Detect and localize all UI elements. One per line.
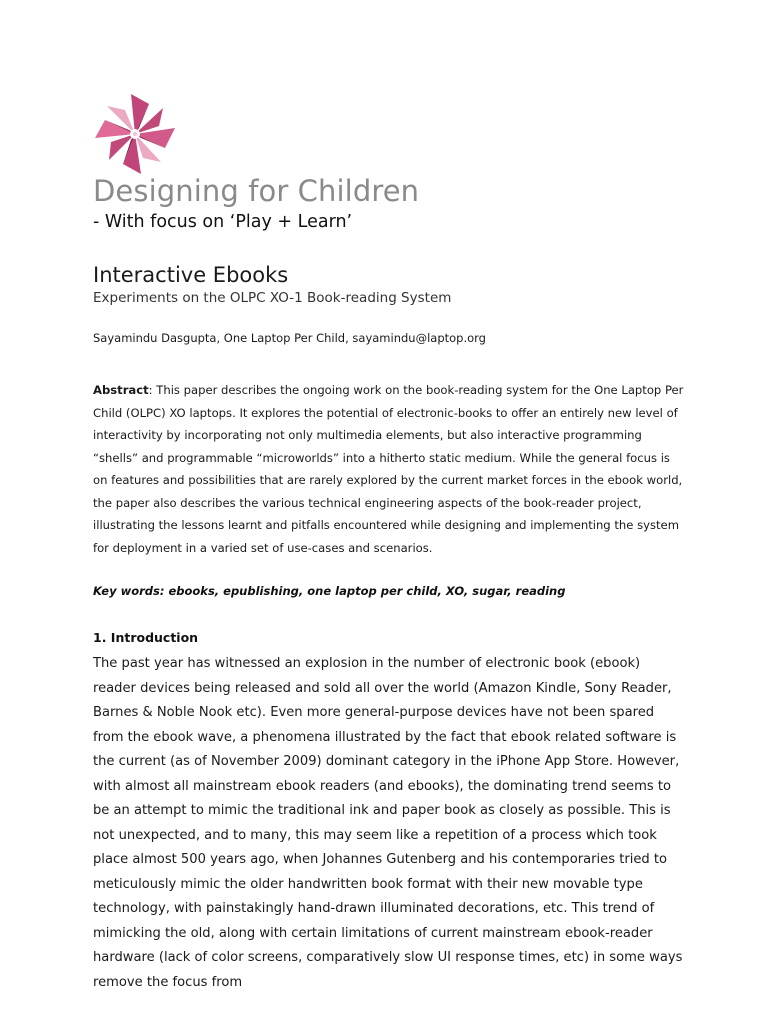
abstract-label: Abstract: [93, 383, 149, 397]
introduction-body: The past year has witnessed an explosion in the number of electronic book (ebook) reader devices being released and sold all over the world (Amazon Kindle, Sony Reader, Barnes & Noble Nook etc). Even more general-purpose devices have not been spared from the ebook wave, a phenomena illustrated by the fact that ebook related software is the current (as of November 2009) dominant category in the iPhone App Store. However, with almost all mainstream ebook readers (and ebooks), the dominating trend seems to be an attempt to mimic the traditional ink and paper book as closely as possible. This is not unexpected, and to many, this may seem like a repetition of a process which took place almost 500 years ago, when Johannes Gutenberg and his contemporaries tried to meticulously mimic the older handwritten book format with their new movable type technology, with painstakingly hand-drawn illuminated decorations, etc. This trend of mimicking the old, along with certain limitations of current mainstream ebook-reader hardware (lack of color screens, comparatively slow UI response times, etc) in some ways remove the focus from: [93, 656, 683, 990]
introduction-heading: 1. Introduction: [93, 630, 199, 645]
paper-subtitle: Experiments on the OLPC XO-1 Book-reading System: [93, 290, 452, 306]
pinwheel-icon: [93, 92, 177, 176]
author-line: Sayamindu Dasgupta, One Laptop Per Child, sayamindu@laptop.org: [93, 331, 486, 345]
abstract-text: : This paper describes the ongoing work on the book-reading system for the One Laptop Per Child (OLPC) XO laptops. It explores the potential of electronic-books to offer an entirely new level of interactivity by incorporating not only multimedia elements, but also interactive programming “shells” and programmable “microworlds” into a hitherto static medium. While the general focus is on features and possibilities that are rarely explored by the current market forces in the ebook world, the paper also describes the various technical engineering aspects of the book-reader project, illustrating the lessons learnt and pitfalls encountered while designing and implementing the system for deployment in a varied set of use-cases and scenarios.: [93, 383, 684, 555]
document-subtitle: - With focus on ‘Play + Learn’: [93, 212, 353, 232]
paper-title: Interactive Ebooks: [93, 263, 289, 287]
document-title: Designing for Children: [93, 174, 420, 208]
keywords-line: Key words: ebooks, epublishing, one laptop per child, XO, sugar, reading: [93, 584, 566, 598]
abstract-paragraph: [93, 379, 685, 559]
